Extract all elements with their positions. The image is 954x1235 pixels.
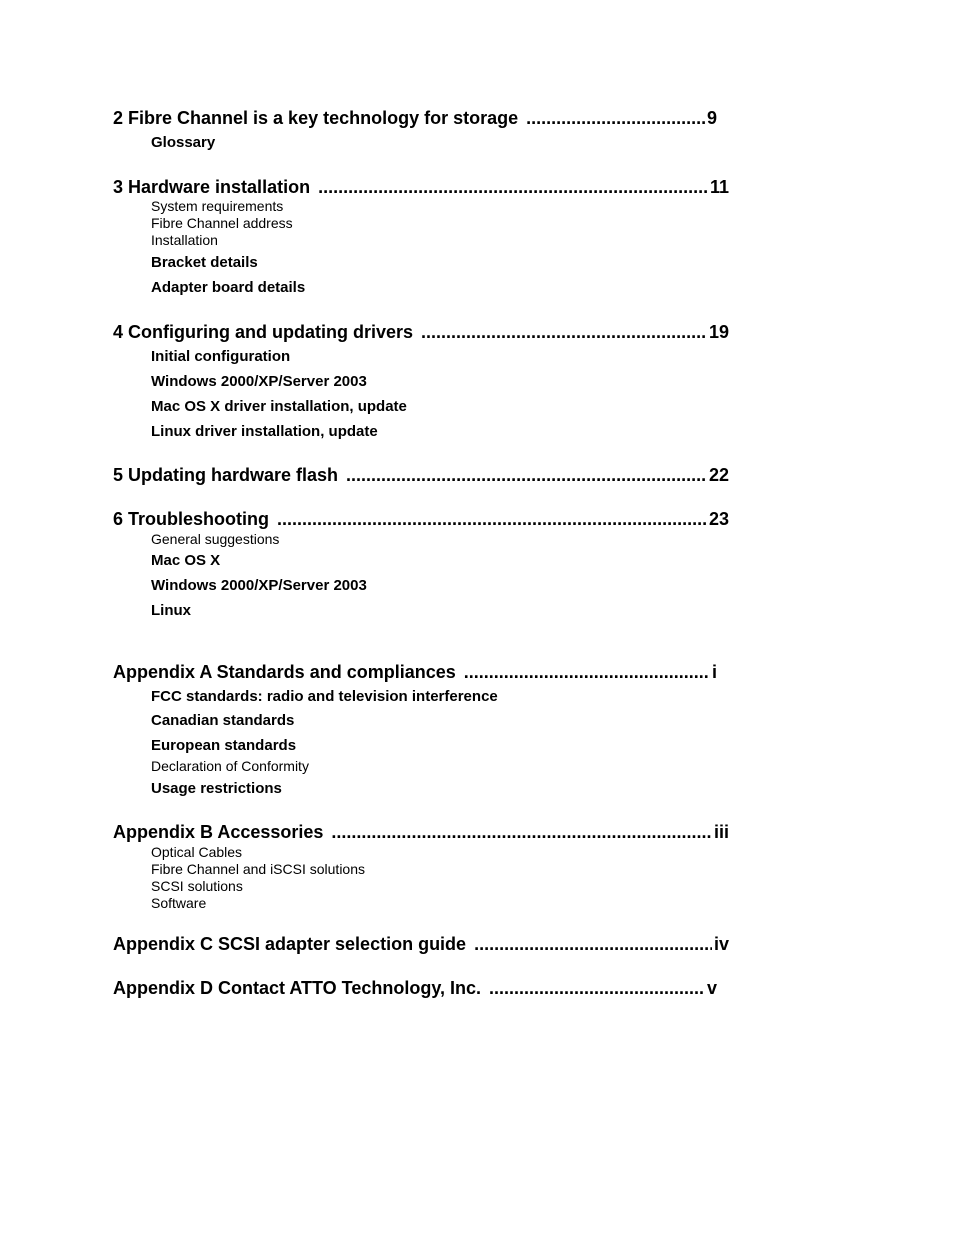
toc-subheading: Linux driver installation, update	[151, 423, 378, 440]
toc-subheading: Mac OS X	[151, 552, 221, 569]
toc-heading[interactable]	[113, 933, 729, 955]
toc-heading-title: 3 Hardware installation	[113, 177, 311, 197]
toc-heading-title: Appendix C SCSI adapter selection guide	[113, 934, 467, 954]
toc-subheading: Usage restrictions	[151, 780, 282, 797]
toc-heading[interactable]	[113, 321, 729, 343]
toc-subheading: Bracket details	[151, 254, 258, 271]
toc-heading-title: Appendix D Contact ATTO Technology, Inc.	[113, 978, 482, 998]
toc-heading-title: Appendix B Accessories	[113, 822, 324, 842]
toc-page-number: iv	[713, 934, 729, 954]
toc-subheading: Declaration of Conformity	[151, 758, 309, 774]
toc-page-number: i	[711, 662, 717, 682]
toc-subheading: System requirements	[151, 198, 284, 214]
dot-leader	[421, 321, 707, 343]
dot-leader	[346, 464, 707, 486]
dot-leader	[474, 933, 712, 955]
toc-subheading: Fibre Channel and iSCSI solutions	[151, 861, 366, 877]
toc-page-number: v	[706, 978, 717, 998]
toc-subheading: Windows 2000/XP/Server 2003	[151, 577, 367, 594]
toc-heading[interactable]	[113, 107, 717, 129]
dot-leader	[526, 107, 705, 129]
toc-page-number: 22	[708, 465, 729, 485]
toc-subheading: European standards	[151, 737, 297, 754]
toc-heading[interactable]	[113, 176, 729, 198]
toc-subheading: Software	[151, 895, 207, 911]
toc-subheading: Initial configuration	[151, 348, 291, 365]
toc-heading[interactable]	[113, 821, 729, 843]
toc-heading-title: 4 Configuring and updating drivers	[113, 322, 414, 342]
toc-page-number: iii	[713, 822, 729, 842]
toc-subheading: SCSI solutions	[151, 878, 243, 894]
toc-heading-title: Appendix A Standards and compliances	[113, 662, 456, 682]
toc-subheading: Optical Cables	[151, 844, 243, 860]
toc-heading-title: 2 Fibre Channel is a key technology for storage	[113, 108, 519, 128]
toc-subheading: Glossary	[151, 134, 216, 151]
toc-heading[interactable]	[113, 508, 729, 530]
toc-subheading: Adapter board details	[151, 279, 306, 296]
toc-page-number: 9	[706, 108, 717, 128]
toc-subheading: Canadian standards	[151, 712, 295, 729]
dot-leader	[464, 661, 710, 683]
dot-leader	[331, 821, 712, 843]
toc-subheading: FCC standards: radio and television interference	[151, 688, 498, 705]
toc-page-number: 23	[708, 509, 729, 529]
toc-page-number: 19	[708, 322, 729, 342]
toc-subheading: General suggestions	[151, 531, 280, 547]
toc-subheading: Windows 2000/XP/Server 2003	[151, 373, 367, 390]
dot-leader	[489, 977, 705, 999]
toc-heading[interactable]	[113, 464, 729, 486]
toc-subheading: Mac OS X driver installation, update	[151, 398, 407, 415]
toc-subheading: Installation	[151, 232, 218, 248]
toc-heading-title: 5 Updating hardware flash	[113, 465, 339, 485]
toc-page-number: 11	[709, 177, 729, 197]
toc-subheading: Fibre Channel address	[151, 215, 293, 231]
dot-leader	[277, 508, 707, 530]
toc-heading[interactable]	[113, 977, 717, 999]
dot-leader	[318, 176, 708, 198]
toc-heading-title: 6 Troubleshooting	[113, 509, 269, 529]
toc-heading[interactable]	[113, 661, 717, 683]
toc-subheading: Linux	[151, 602, 191, 619]
